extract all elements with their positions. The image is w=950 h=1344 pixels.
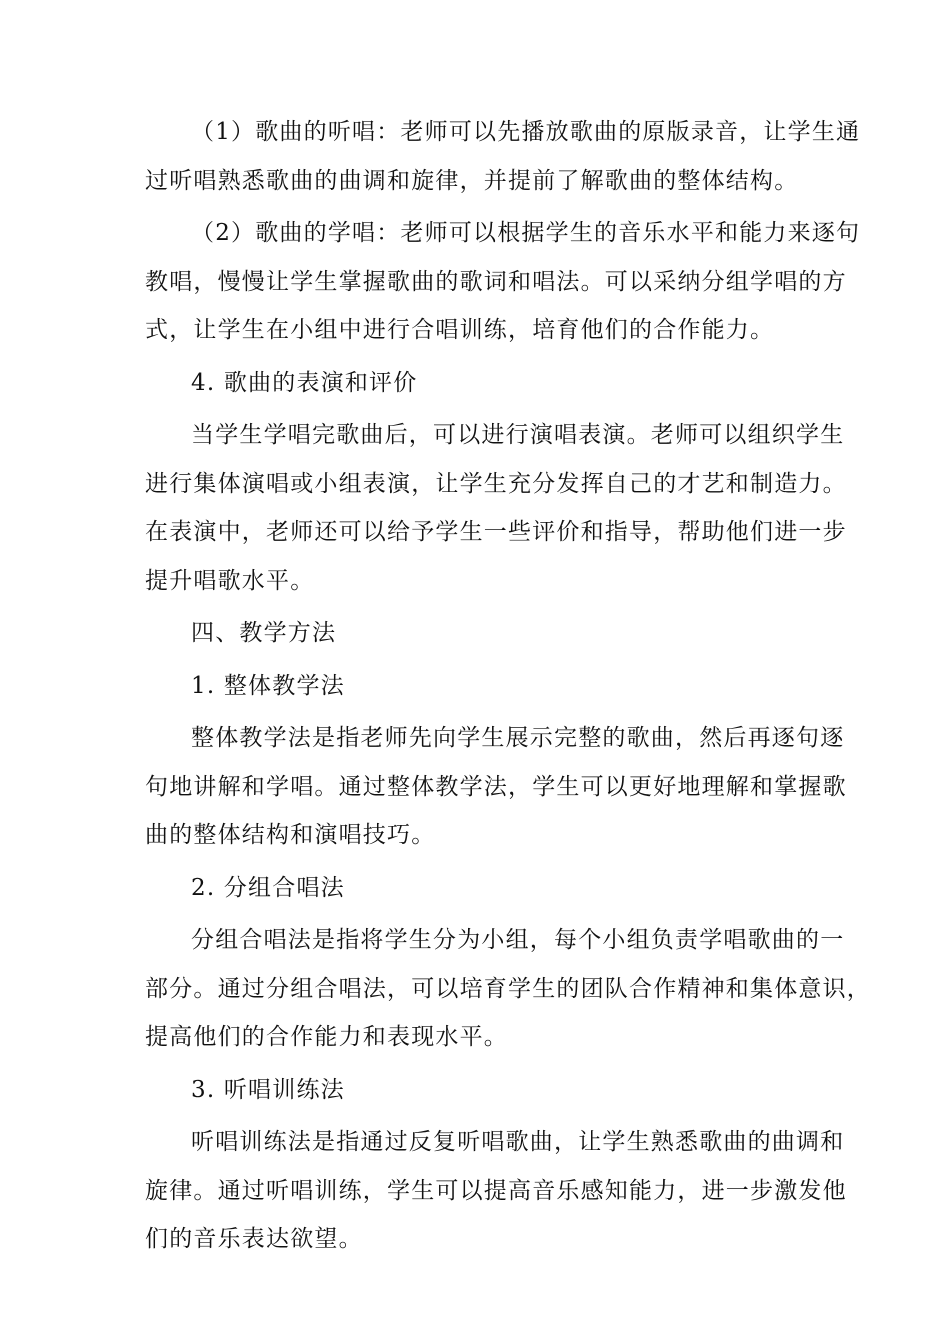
paragraph-line: 听唱训练法是指通过反复听唱歌曲，让学生熟悉歌曲的曲调和 — [191, 1129, 845, 1155]
paragraph-line: 进行集体演唱或小组表演，让学生充分发挥自己的才艺和制造力。 — [145, 470, 847, 497]
paragraph-line: 提升唱歌水平。 — [145, 567, 315, 594]
paragraph-line: 在表演中，老师还可以给予学生一些评价和指导，帮助他们进一步 — [145, 519, 847, 545]
paragraph-line: 分组合唱法是指将学生分为小组，每个小组负责学唱歌曲的一 — [191, 927, 845, 953]
paragraph-line: 教唱，慢慢让学生掌握歌曲的歌词和唱法。可以采纳分组学唱的方 — [145, 268, 847, 295]
paragraph-line: 当学生学唱完歌曲后，可以进行演唱表演。老师可以组织学生 — [191, 422, 845, 448]
paragraph-line: 曲的整体结构和演唱技巧。 — [145, 822, 436, 848]
section-heading: 2. 分组合唱法 — [191, 874, 345, 901]
paragraph-line: 整体教学法是指老师先向学生展示完整的歌曲，然后再逐句逐 — [191, 725, 845, 751]
paragraph-line: 旋律。通过听唱训练，学生可以提高音乐感知能力，进一步激发他 — [145, 1177, 847, 1204]
paragraph-line: 过听唱熟悉歌曲的曲调和旋律，并提前了解歌曲的整体结构。 — [145, 167, 799, 194]
paragraph-line: 们的音乐表达欲望。 — [145, 1226, 363, 1252]
section-heading: 3. 听唱训练法 — [191, 1076, 345, 1103]
paragraph-line: 提高他们的合作能力和表现水平。 — [145, 1024, 508, 1050]
paragraph-line: （2）歌曲的学唱：老师可以根据学生的音乐水平和能力来逐句 — [191, 220, 861, 246]
paragraph-line: 句地讲解和学唱。通过整体教学法，学生可以更好地理解和掌握歌 — [145, 773, 847, 800]
paragraph-line: （1）歌曲的听唱：老师可以先播放歌曲的原版录音，让学生通 — [191, 119, 861, 145]
section-heading: 1. 整体教学法 — [191, 672, 345, 699]
chapter-heading: 四、教学方法 — [191, 620, 337, 646]
paragraph-line: 式，让学生在小组中进行合唱训练，培育他们的合作能力。 — [145, 317, 775, 343]
section-heading: 4. 歌曲的表演和评价 — [191, 369, 418, 396]
paragraph-line: 部分。通过分组合唱法，可以培育学生的团队合作精神和集体意识， — [145, 975, 871, 1002]
